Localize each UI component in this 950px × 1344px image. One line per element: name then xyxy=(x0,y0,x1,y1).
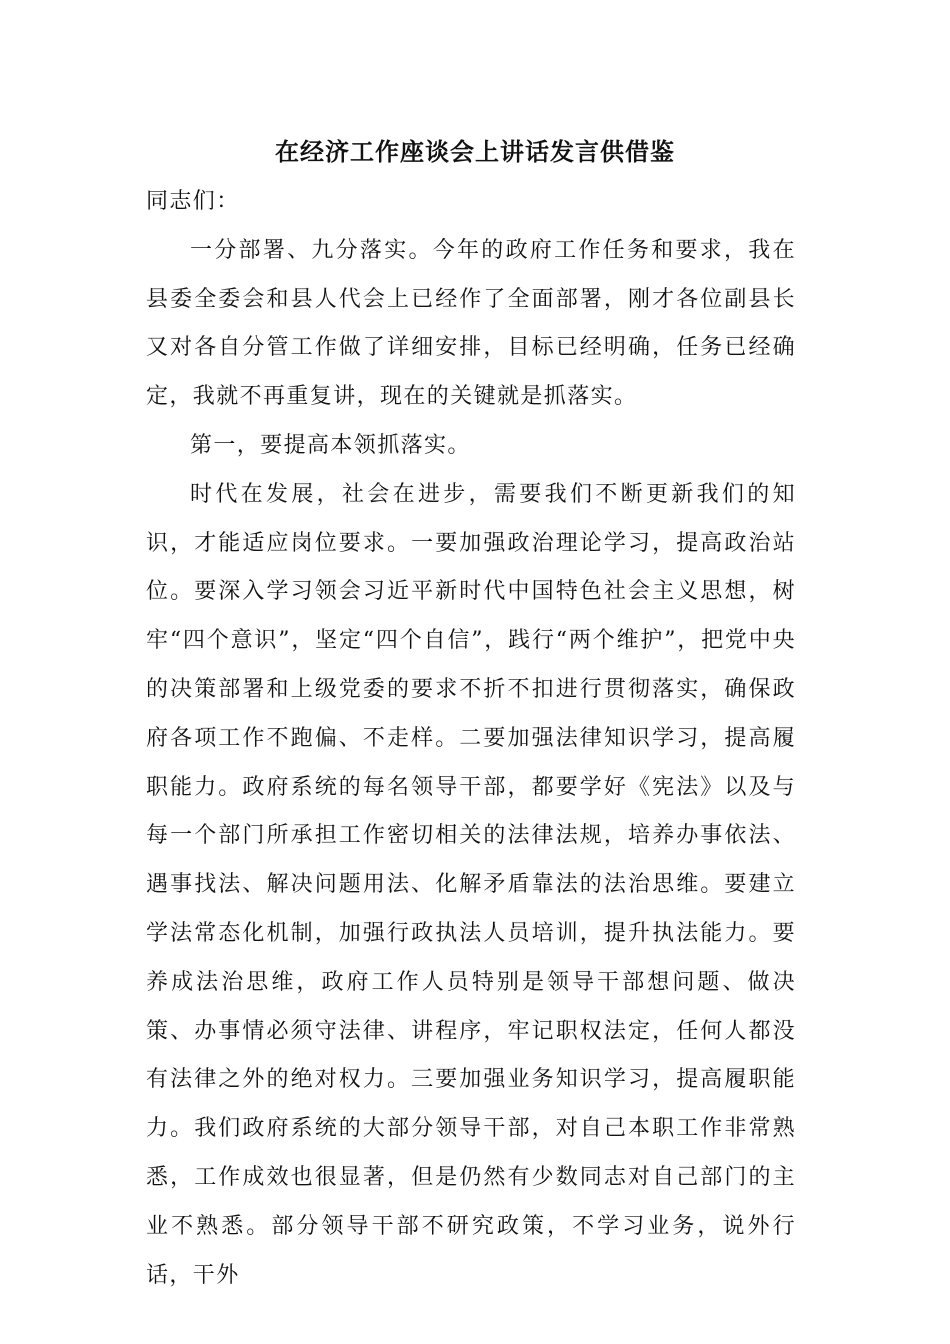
document-body xyxy=(146,178,796,1300)
paragraph: 时代在发展，社会在进步，需要我们不断更新我们的知识，才能适应岗位要求。一要加强政治理论学习，提高政治站位。要深入学习领会习近平新时代中国特色社会主义思想，树牢“四个意识”，坚定“四个自信”，践行“两个维护”，把党中央的决策部署和上级党委的要求不折不扣进行贯彻落实，确保政府各项工作不跑偏、不走样。二要加强法律知识学习，提高履职能力。政府系统的每名领导干部，都要学好《宪法》以及与每一个部门所承担工作密切相关的法律法规，培养办事依法、遇事找法、解决问题用法、化解矛盾靠法的法治思维。要建立学法常态化机制，加强行政执法人员培训，提升执法能力。要养成法治思维，政府工作人员特别是领导干部想问题、做决策、办事情必须守法律、讲程序，牢记职权法定，任何人都没有法律之外的绝对权力。三要加强业务知识学习，提高履职能力。我们政府系统的大部分领导干部，对自己本职工作非常熟悉，工作成效也很显著，但是仍然有少数同志对自己部门的主业不熟悉。部分领导干部不研究政策，不学习业务，说外行话，干外 xyxy=(146,481,796,1288)
salutation: 同志们： xyxy=(146,189,240,214)
section-heading: 第一，要提高本领抓落实。 xyxy=(190,432,471,458)
document-title: 在经济工作座谈会上讲话发言供借鉴 xyxy=(275,137,675,166)
paragraph: 一分部署、九分落实。今年的政府工作任务和要求，我在县委全委会和县人代会上已经作了全面部署，刚才各位副县长又对各自分管工作做了详细安排，目标已经明确，任务已经确定，我就不再重复讲，现在的关键就是抓落实。 xyxy=(146,237,796,410)
